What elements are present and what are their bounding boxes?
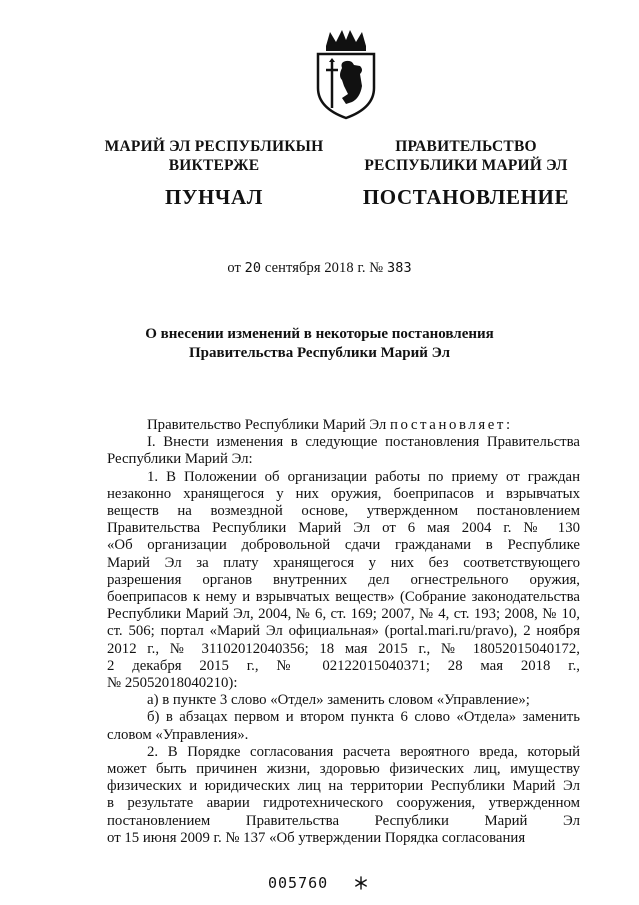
paragraph-line: Правительства Республики Марий Эл от 6 мая 2004 г. № 130: [107, 520, 580, 537]
paragraph-line: веществ на возмездной основе, утвержденном постановлением: [107, 503, 580, 520]
paragraph-list: [107, 434, 580, 847]
header-right-line2: РЕСПУБЛИКИ МАРИЙ ЭЛ: [364, 157, 568, 174]
decree-number: 383: [386, 260, 412, 276]
paragraph-line: 2. В Порядке согласования расчета вероятного вреда, который: [147, 743, 580, 760]
paragraph-line: в результате аварии гидротехнического сооружения, утвержденном: [107, 795, 580, 812]
date-day: 20: [244, 260, 262, 276]
decree-intro: [107, 417, 580, 434]
paragraph-line: «Об организации добровольной сдачи гражданами в Республике: [107, 537, 580, 554]
paragraph-line: Республики Марий Эл, 2004, № 6, ст. 169; 2007, № 4, ст. 193; 2008, № 10,: [107, 606, 580, 623]
form-code: 005760: [268, 874, 329, 892]
header-left-doc-type: ПУНЧАЛ: [165, 185, 263, 209]
paragraph-line: 1. В Положении об организации работы по приему от граждан: [147, 468, 580, 485]
header-left-line1: МАРИЙ ЭЛ РЕСПУБЛИКЫН: [104, 138, 324, 155]
header-left: [88, 137, 340, 209]
snowflake-icon: [354, 876, 368, 890]
paragraph-line: 2 декабря 2015 г., № 02122015040371; 28 мая 2018 г.,: [107, 657, 580, 674]
paragraph-line: I. Внести изменения в следующие постановления Правительства: [147, 434, 580, 451]
paragraph-line: физических и юридических лиц на территории Республики Марий Эл: [107, 778, 580, 795]
header-right: [352, 137, 580, 209]
paragraph-line: 2012 г., № 31102012040356; 18 мая 2015 г., № 18052015040172,: [107, 640, 580, 657]
paragraph-line: словом «Управления».: [107, 726, 249, 743]
document-title: [0, 325, 639, 363]
coat-of-arms-icon: [312, 28, 380, 120]
header-right-line1: ПРАВИТЕЛЬСТВО: [395, 138, 537, 155]
paragraph-line: боеприпасов к нему и взрывчатых веществ» (Собрание законодательства: [107, 589, 580, 606]
paragraph-line: может быть причинен жизни, здоровью физических лиц, имуществу: [107, 761, 580, 778]
decree-intro-text: Правительство Республики Марий Эл: [147, 417, 390, 433]
paragraph-line: ст. 506; портал «Марий Эл официальная» (portal.mari.ru/pravo), 2 ноября: [107, 623, 580, 640]
date-prefix: от: [227, 260, 241, 276]
paragraph-line: Республики Марий Эл:: [107, 451, 253, 468]
paragraph-line: № 25052018040210):: [107, 675, 238, 692]
date-month-year: сентября 2018 г. №: [264, 260, 384, 276]
paragraph-line: Марий Эл за плату хранящегося у них без соответствующего: [107, 554, 580, 571]
paragraph-line: от 15 июня 2009 г. № 137 «Об утверждении Порядка согласования: [107, 829, 526, 846]
paragraph-line: незаконно хранящегося у них оружия, боеприпасов и взрывчатых: [107, 485, 580, 502]
header-right-doc-type: ПОСТАНОВЛЕНИЕ: [362, 185, 570, 209]
title-line2: Правительства Республики Марий Эл: [188, 345, 451, 361]
paragraph-line: а) в пункте 3 слово «Отдел» заменить словом «Управление»;: [147, 692, 530, 709]
header-left-line2: ВИКТЕРЖЕ: [168, 157, 260, 174]
document-body: [107, 417, 580, 847]
decree-verb: постановляет:: [390, 417, 513, 433]
paragraph-line: разрешения органов внутренних дел огнестрельного оружия,: [107, 571, 580, 588]
date-line: [0, 260, 639, 277]
paragraph-line: б) в абзацах первом и втором пункта 6 слово «Отдела» заменить: [147, 709, 580, 726]
paragraph-line: постановлением Правительства Республики Марий Эл: [107, 812, 580, 829]
title-line1: О внесении изменений в некоторые постановления: [145, 326, 494, 342]
page-footer: [268, 874, 368, 892]
